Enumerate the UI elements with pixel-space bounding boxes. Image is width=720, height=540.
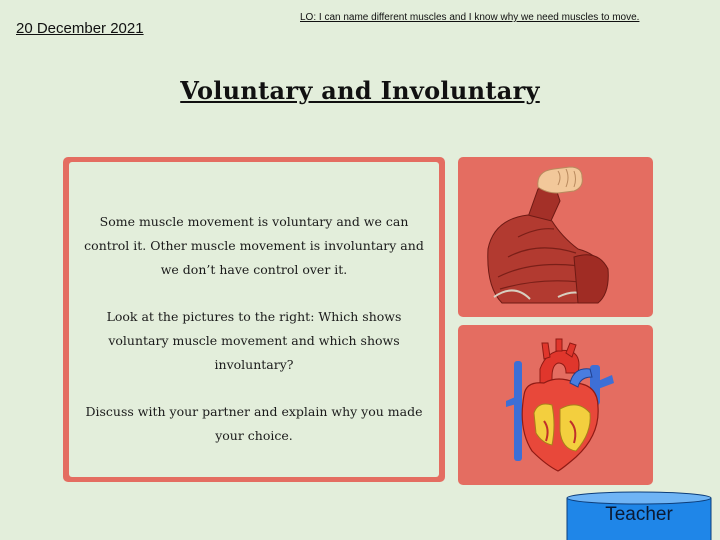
instruction-box xyxy=(63,157,445,482)
heart-icon xyxy=(458,325,653,485)
instruction-text xyxy=(69,162,439,477)
learning-objective: LO: I can name different muscles and I know why we need muscles to move. xyxy=(300,12,640,23)
heart-picture xyxy=(458,325,653,485)
flexed-arm-muscle-icon xyxy=(458,157,653,317)
instruction-paragraph-1: Some muscle movement is voluntary and we can control it. Other muscle movement is involuntary and we don’t have control over it. xyxy=(84,214,424,277)
teacher-button-label: Teacher xyxy=(605,504,673,525)
date-label: 20 December 2021 xyxy=(16,20,144,37)
instruction-paragraph-2: Look at the pictures to the right: Which shows voluntary muscle movement and which shows involuntary? xyxy=(106,309,402,372)
arm-muscle-picture xyxy=(458,157,653,317)
instruction-paragraph-3: Discuss with your partner and explain why you made your choice. xyxy=(85,404,423,443)
teacher-button[interactable] xyxy=(565,490,713,540)
slide-title: Voluntary and Involuntary xyxy=(180,76,540,105)
